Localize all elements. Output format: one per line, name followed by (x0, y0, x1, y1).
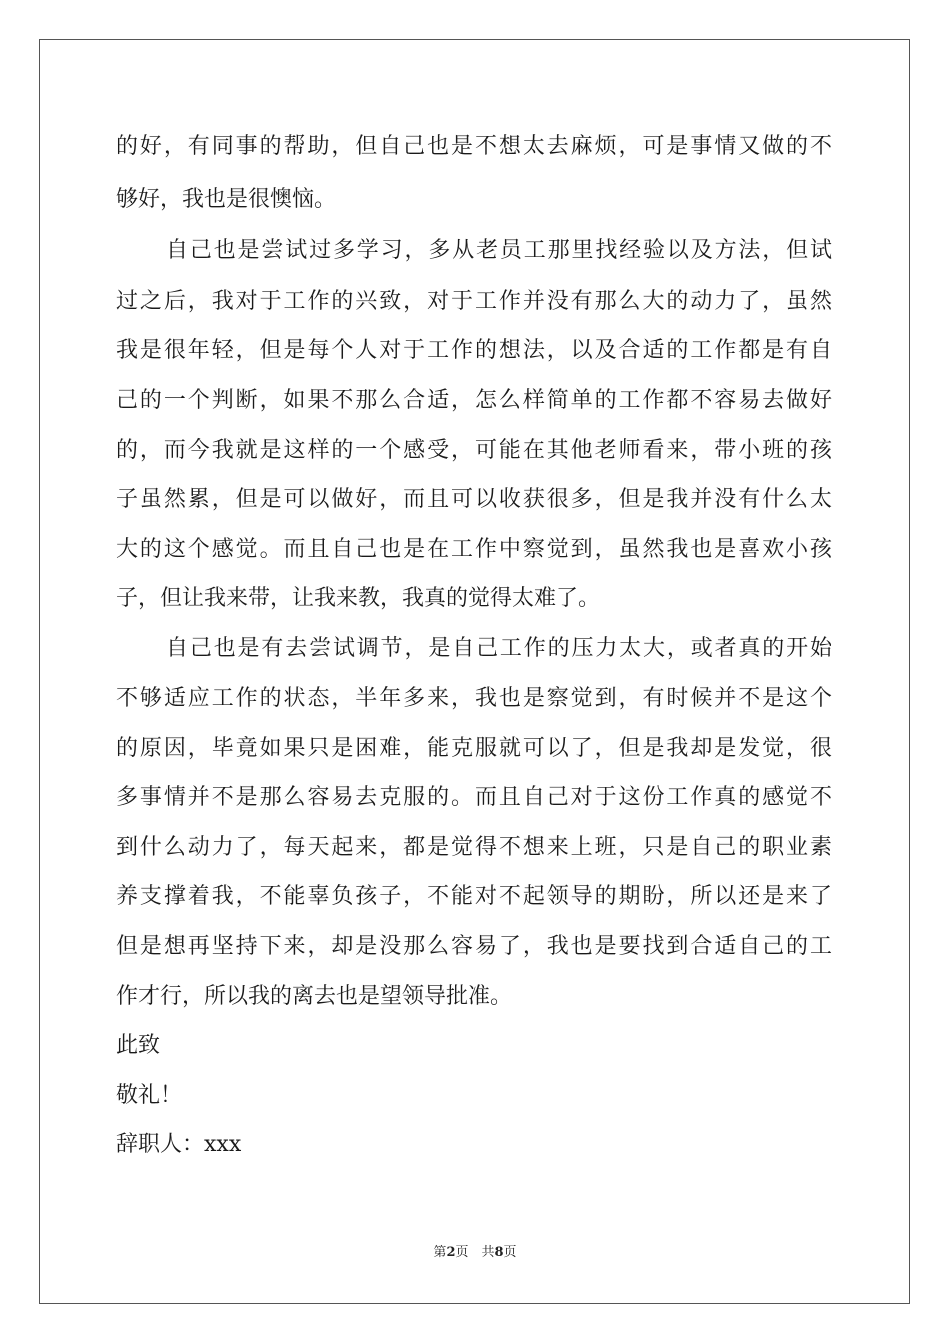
text-line: 的好，有同事的帮助，但自己也是不想太去麻烦，可是事情又做的不 (116, 134, 832, 159)
text-line: 大的这个感觉。而且自己也是在工作中察觉到，虽然我也是喜欢小孩 (116, 537, 832, 562)
text-line: 但是想再坚持下来，却是没那么容易了，我也是要找到合适自己的工 (116, 934, 832, 959)
page-number-footer (0, 1244, 950, 1262)
text-line: 够好，我也是很懊恼。 (116, 187, 337, 212)
text-line: 的原因，毕竟如果只是困难，能克服就可以了，但是我却是发觉，很 (116, 736, 832, 761)
page-prefix: 第 (433, 1245, 447, 1260)
text-line: 养支撑着我，不能辜负孩子，不能对不起领导的期盼，所以还是来了 (116, 884, 832, 909)
salute-text: 敬礼！ (116, 1083, 183, 1108)
closing-text: 此致 (116, 1033, 161, 1058)
text-line: 己的一个判断，如果不那么合适，怎么样简单的工作都不容易去做好 (116, 388, 832, 413)
text-line: 自己也是有去尝试调节，是自己工作的压力太大，或者真的开始 (166, 636, 832, 661)
text-line: 的，而今我就是这样的一个感受，可能在其他老师看来，带小班的孩 (116, 438, 832, 463)
page-current: 2 (446, 1245, 456, 1260)
text-line: 子虽然累，但是可以做好，而且可以收获很多，但是我并没有什么太 (116, 487, 832, 512)
text-line: 子，但让我来带，让我来教，我真的觉得太难了。 (116, 586, 601, 611)
text-line: 过之后，我对于工作的兴致，对于工作并没有那么大的动力了，虽然 (116, 289, 832, 314)
text-line: 作才行，所以我的离去也是望领导批准。 (116, 984, 513, 1009)
text-line: 自己也是尝试过多学习，多从老员工那里找经验以及方法，但试 (166, 238, 832, 263)
page-mid: 页 共 (455, 1245, 495, 1260)
signature-text: 辞职人：xxx (116, 1132, 242, 1157)
page-border (39, 39, 910, 1304)
text-line: 多事情并不是那么容易去克服的。而且自己对于这份工作真的感觉不 (116, 785, 832, 810)
page-total: 8 (494, 1245, 504, 1260)
text-line: 我是很年轻，但是每个人对于工作的想法，以及合适的工作都是有自 (116, 338, 832, 363)
text-line: 到什么动力了，每天起来，都是觉得不想来上班，只是自己的职业素 (116, 835, 832, 860)
page-suffix: 页 (503, 1245, 517, 1260)
text-line: 不够适应工作的状态，半年多来，我也是察觉到，有时候并不是这个 (116, 686, 832, 711)
